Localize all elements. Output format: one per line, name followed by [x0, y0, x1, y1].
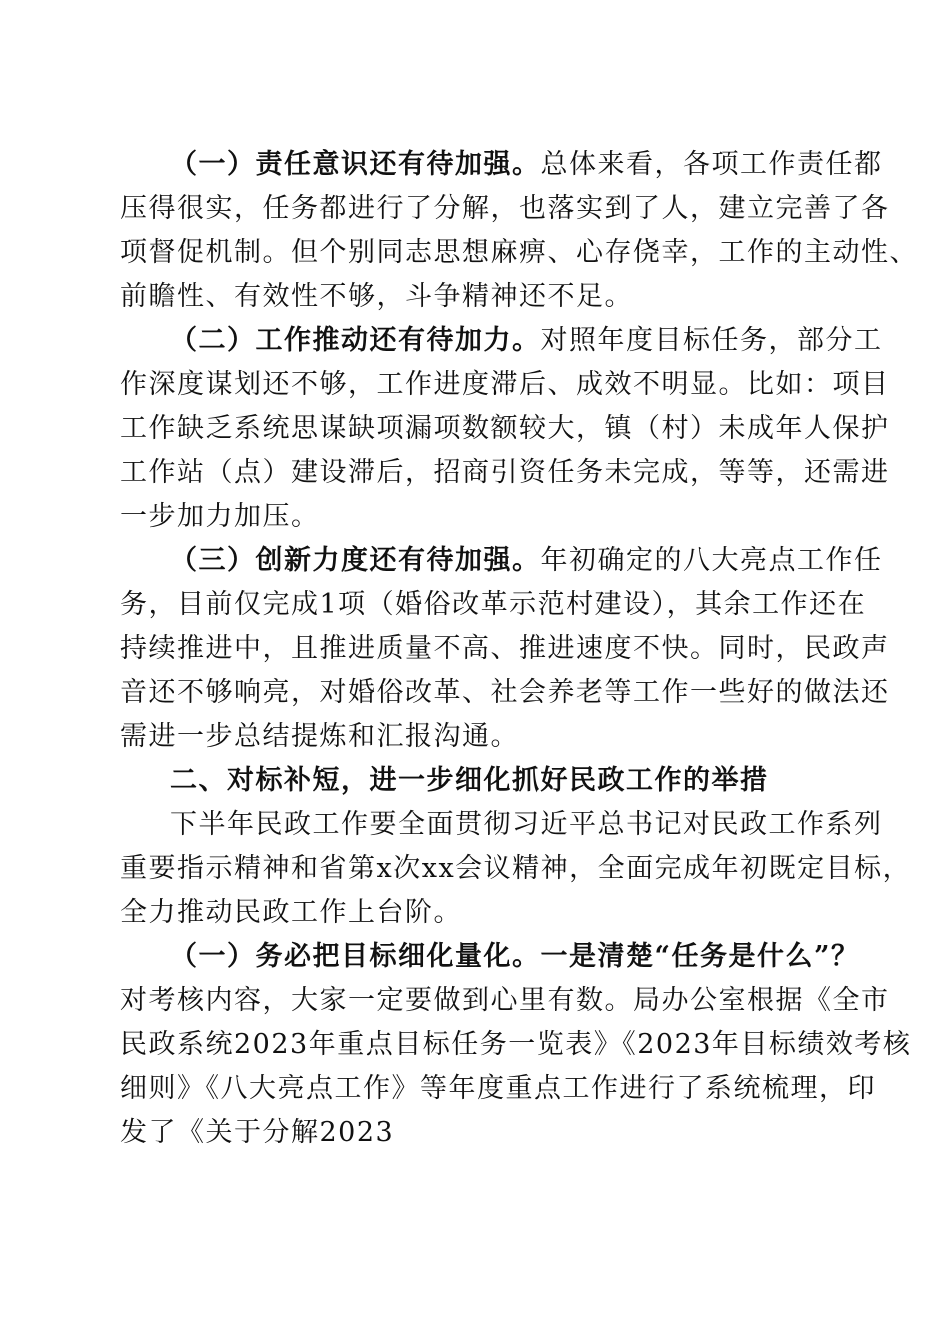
paragraph-1-line-2: 压得很实，任务都进行了分解，也落实到了人，建立完善了各 — [120, 193, 890, 224]
paragraph-1-line-4: 前瞻性、有效性不够，斗争精神还不足。 — [120, 281, 633, 312]
paragraph-3-text: 年初确定的八大亮点工作任 — [540, 545, 883, 576]
paragraph-5-line-5: 发了《关于分解2023 — [120, 1117, 395, 1148]
paragraph-5-heading: （一）务必把目标细化量化。一是清楚“任务是什么”？ — [170, 941, 860, 972]
paragraph-2-line-3: 工作缺乏系统思谋缺项漏项数额较大，镇（村）未成年人保护 — [120, 413, 890, 444]
paragraph-3-heading: （三）创新力度还有待加强。 — [170, 545, 541, 576]
paragraph-4-line-3: 全力推动民政工作上台阶。 — [120, 897, 462, 928]
paragraph-5-line-3: 民政系统2023年重点目标任务一览表》《2023年目标绩效考核 — [120, 1029, 912, 1060]
paragraph-1-text: 总体来看，各项工作责任都 — [540, 149, 883, 180]
section-2-heading: 二、对标补短，进一步细化抓好民政工作的举措 — [170, 765, 769, 796]
paragraph-2-line-1 — [170, 321, 883, 361]
paragraph-4-line-1: 下半年民政工作要全面贯彻习近平总书记对民政工作系列 — [170, 809, 883, 840]
paragraph-1-line-1 — [170, 145, 883, 185]
paragraph-1-line-3: 项督促机制。但个别同志思想麻痹、心存侥幸，工作的主动性、 — [120, 237, 918, 268]
paragraph-2-line-2: 作深度谋划还不够，工作进度滞后、成效不明显。比如：项目 — [120, 369, 890, 400]
paragraph-4-line-2: 重要指示精神和省第x次xx会议精神，全面完成年初既定目标， — [120, 853, 912, 884]
paragraph-2-heading: （二）工作推动还有待加力。 — [170, 325, 541, 356]
paragraph-1-heading: （一）责任意识还有待加强。 — [170, 149, 541, 180]
paragraph-2-line-5: 一步加力加压。 — [120, 501, 320, 532]
paragraph-3-line-3: 持续推进中，且推进质量不高、推进速度不快。同时，民政声 — [120, 633, 890, 664]
paragraph-3-line-1 — [170, 541, 883, 581]
paragraph-2-line-4: 工作站（点）建设滞后，招商引资任务未完成，等等，还需进 — [120, 457, 890, 488]
paragraph-5-line-4: 细则》《八大亮点工作》等年度重点工作进行了系统梳理，印 — [120, 1073, 876, 1104]
paragraph-2-text: 对照年度目标任务，部分工 — [540, 325, 883, 356]
paragraph-3-line-4: 音还不够响亮，对婚俗改革、社会养老等工作一些好的做法还 — [120, 677, 890, 708]
paragraph-5-line-2: 对考核内容，大家一定要做到心里有数。局办公室根据《全市 — [120, 985, 890, 1016]
paragraph-3-line-2: 务，目前仅完成1项（婚俗改革示范村建设），其余工作还在 — [120, 589, 867, 620]
paragraph-3-line-5: 需进一步总结提炼和汇报沟通。 — [120, 721, 519, 752]
